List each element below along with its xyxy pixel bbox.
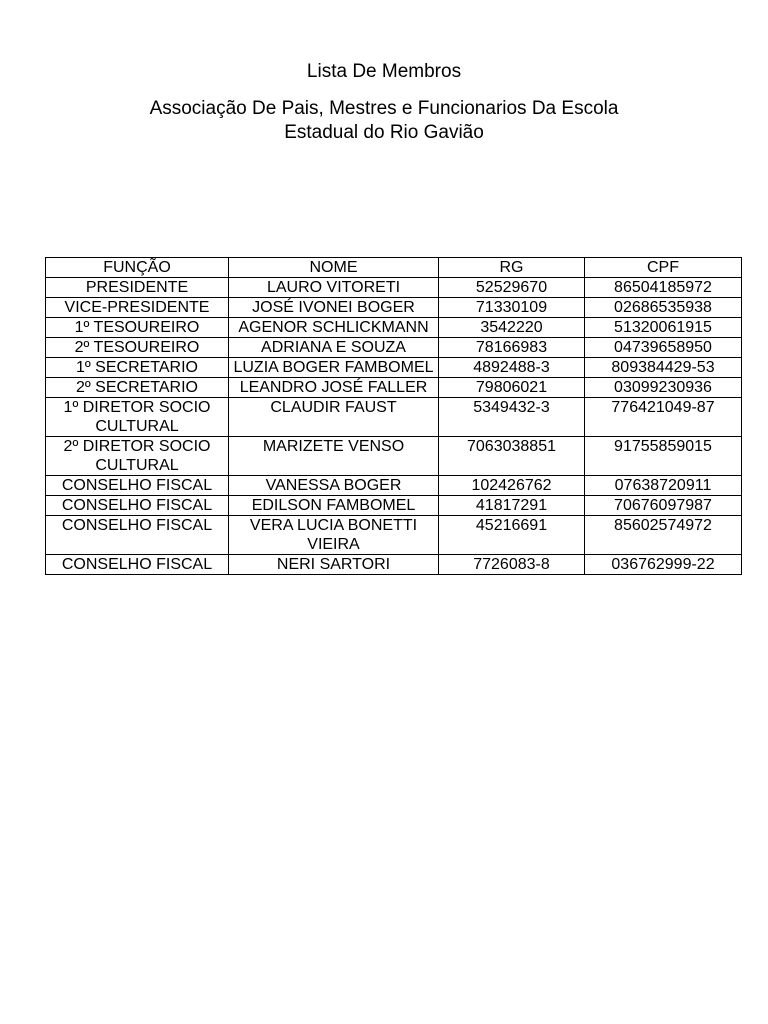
- cell-nome: JOSÉ IVONEI BOGER: [229, 298, 439, 318]
- table-header-row: [46, 258, 742, 278]
- cell-funcao: 1º SECRETARIO: [46, 358, 229, 378]
- cell-funcao: 2º SECRETARIO: [46, 378, 229, 398]
- table-row: [46, 437, 742, 476]
- cell-rg: 7063038851: [439, 437, 585, 476]
- cell-funcao: 2º TESOUREIRO: [46, 338, 229, 358]
- cell-cpf: 809384429-53: [585, 358, 742, 378]
- cell-funcao: CONSELHO FISCAL: [46, 516, 229, 555]
- cell-cpf: 776421049-87: [585, 398, 742, 437]
- header-rg: RG: [439, 258, 585, 278]
- subtitle-line-2: Estadual do Rio Gavião: [284, 122, 484, 143]
- cell-nome: EDILSON FAMBOMEL: [229, 496, 439, 516]
- table-row: [46, 476, 742, 496]
- cell-cpf: 04739658950: [585, 338, 742, 358]
- table-row: [46, 358, 742, 378]
- cell-rg: 79806021: [439, 378, 585, 398]
- table-row: [46, 516, 742, 555]
- cell-cpf: 036762999-22: [585, 555, 742, 575]
- table-row: [46, 555, 742, 575]
- cell-rg: 7726083-8: [439, 555, 585, 575]
- document-title: Lista De Membros: [306, 61, 462, 82]
- table-row: [46, 298, 742, 318]
- cell-rg: 5349432-3: [439, 398, 585, 437]
- cell-rg: 78166983: [439, 338, 585, 358]
- cell-nome: MARIZETE VENSO: [229, 437, 439, 476]
- cell-funcao: 1º DIRETOR SOCIO CULTURAL: [46, 398, 229, 437]
- cell-rg: 102426762: [439, 476, 585, 496]
- cell-cpf: 07638720911: [585, 476, 742, 496]
- cell-rg: 71330109: [439, 298, 585, 318]
- cell-nome: VANESSA BOGER: [229, 476, 439, 496]
- cell-funcao: VICE-PRESIDENTE: [46, 298, 229, 318]
- cell-rg: 52529670: [439, 278, 585, 298]
- cell-nome: CLAUDIR FAUST: [229, 398, 439, 437]
- cell-cpf: 51320061915: [585, 318, 742, 338]
- header-nome: NOME: [229, 258, 439, 278]
- cell-funcao: CONSELHO FISCAL: [46, 496, 229, 516]
- cell-nome: NERI SARTORI: [229, 555, 439, 575]
- cell-nome: LUZIA BOGER FAMBOMEL: [229, 358, 439, 378]
- cell-funcao: CONSELHO FISCAL: [46, 476, 229, 496]
- header-cpf: CPF: [585, 258, 742, 278]
- cell-nome: VERA LUCIA BONETTI VIEIRA: [229, 516, 439, 555]
- table-row: [46, 496, 742, 516]
- table-row: [46, 338, 742, 358]
- cell-cpf: 03099230936: [585, 378, 742, 398]
- table-row: [46, 318, 742, 338]
- cell-nome: AGENOR SCHLICKMANN: [229, 318, 439, 338]
- cell-rg: 4892488-3: [439, 358, 585, 378]
- cell-cpf: 70676097987: [585, 496, 742, 516]
- document-subtitle: [0, 97, 768, 145]
- header-funcao: FUNÇÃO: [46, 258, 229, 278]
- cell-funcao: 1º TESOUREIRO: [46, 318, 229, 338]
- cell-cpf: 86504185972: [585, 278, 742, 298]
- cell-rg: 45216691: [439, 516, 585, 555]
- subtitle-line-1: Associação De Pais, Mestres e Funcionarios Da Escola: [149, 98, 619, 119]
- cell-nome: ADRIANA E SOUZA: [229, 338, 439, 358]
- cell-funcao: 2º DIRETOR SOCIO CULTURAL: [46, 437, 229, 476]
- cell-funcao: CONSELHO FISCAL: [46, 555, 229, 575]
- cell-nome: LAURO VITORETI: [229, 278, 439, 298]
- table-row: [46, 378, 742, 398]
- cell-nome: LEANDRO JOSÉ FALLER: [229, 378, 439, 398]
- members-table: [45, 257, 742, 575]
- cell-cpf: 02686535938: [585, 298, 742, 318]
- cell-cpf: 91755859015: [585, 437, 742, 476]
- cell-cpf: 85602574972: [585, 516, 742, 555]
- cell-rg: 3542220: [439, 318, 585, 338]
- table-row: [46, 398, 742, 437]
- cell-rg: 41817291: [439, 496, 585, 516]
- table-row: [46, 278, 742, 298]
- cell-funcao: PRESIDENTE: [46, 278, 229, 298]
